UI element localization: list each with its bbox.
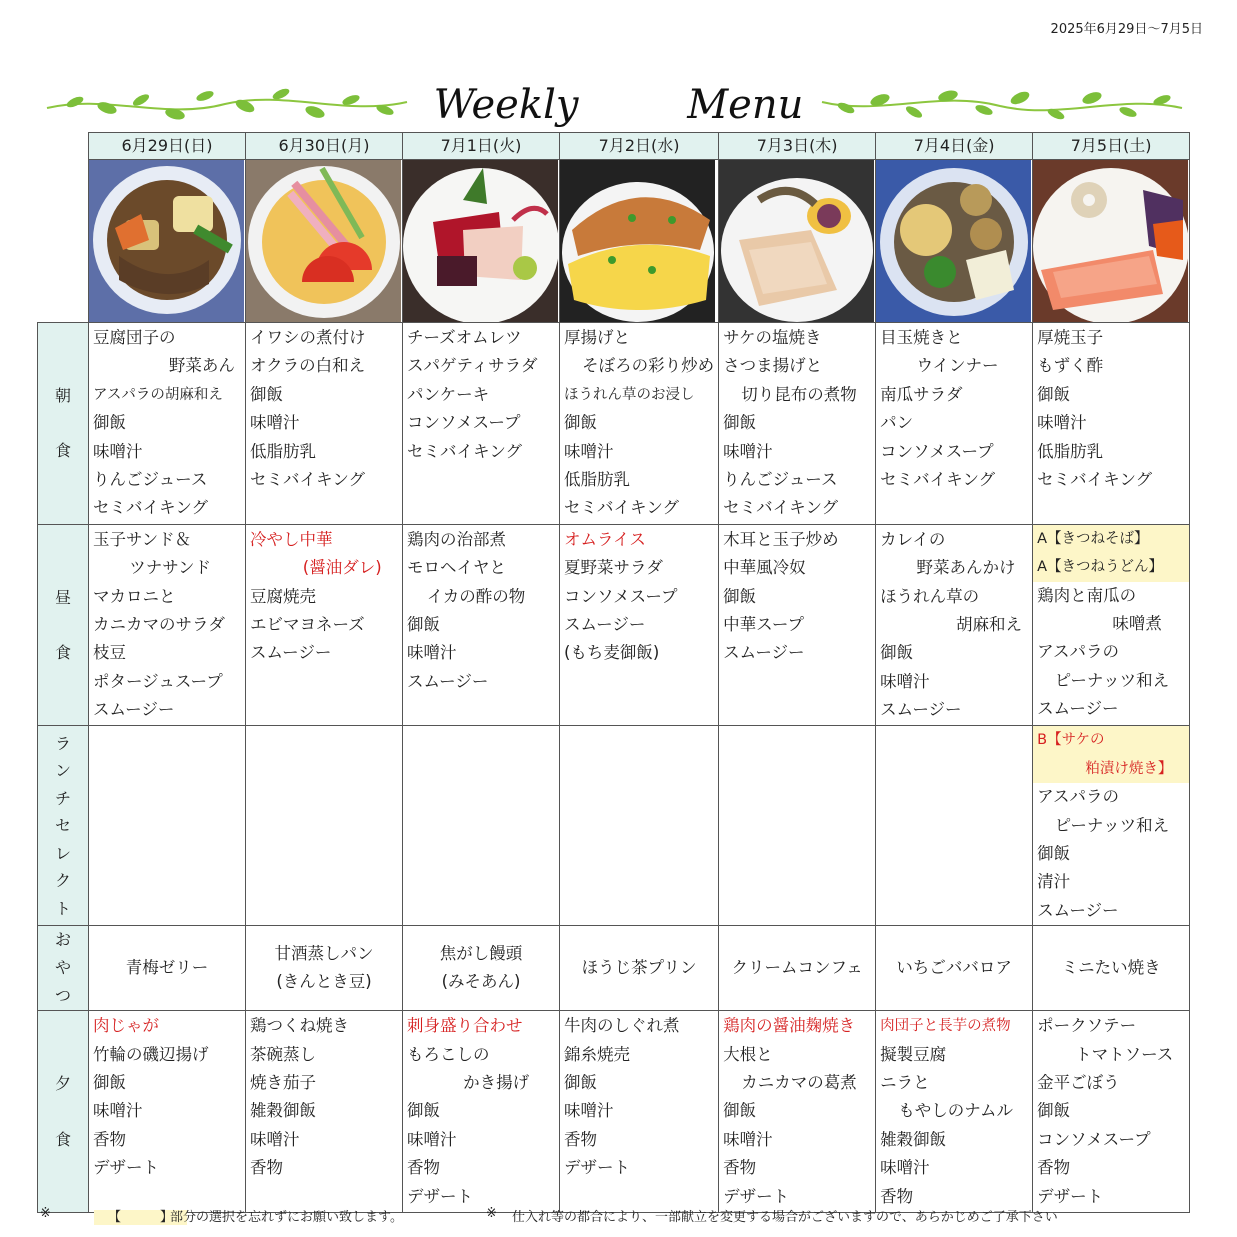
dinner-cell-sun: 肉じゃが 竹輪の磯辺揚げ 御飯 味噌汁 香物 デザート [89, 1011, 246, 1213]
lunch-select-cell-wed [560, 726, 719, 926]
breakfast-cell-sat: 厚焼玉子 もずく酢 御飯 味噌汁 低脂肪乳 セミバイキング [1033, 323, 1190, 525]
day-header: 7月5日(土) [1033, 133, 1190, 160]
select-option-a-soba: A【きつねそば】 [1033, 525, 1189, 553]
weekly-menu-table [37, 132, 1190, 1213]
dinner-cell-thu: 鶏肉の醤油麹焼き 大根と カニカマの葛煮 御飯 味噌汁 香物 デザート [719, 1011, 876, 1213]
breakfast-cell-mon: イワシの煮付け オクラの白和え 御飯 味噌汁 低脂肪乳 セミバイキング [246, 323, 403, 525]
meal-label-lunch: 昼 食 [38, 524, 89, 726]
lunch-row [38, 524, 1190, 726]
footer-bracket-legend: 【 】 [94, 1206, 187, 1225]
lunch-cell-mon: 冷やし中華 (醤油ダレ) 豆腐焼売 エビマヨネーズ スムージー [246, 524, 403, 726]
day-header: 7月3日(木) [719, 133, 876, 160]
lunch-select-cell-sat: B【サケの 粕漬け焼き】 アスパラの ピーナッツ和え 御飯 清汁 スムージー [1033, 726, 1190, 926]
meal-label-snack: お や つ [38, 926, 89, 1011]
breakfast-cell-thu: サケの塩焼き さつま揚げと 切り昆布の煮物 御飯 味噌汁 りんごジュース セミバイキング [719, 323, 876, 525]
select-option-b-salmon-cont: 粕漬け焼き】 [1033, 755, 1189, 783]
snack-cell-sun: 青梅ゼリー [89, 926, 246, 1011]
footer-note-select: 部分の選択を忘れずにお願い致します。 [170, 1210, 403, 1225]
breakfast-cell-fri: 目玉焼きと ウインナー 南瓜サラダ パン コンソメスープ セミバイキング [876, 323, 1033, 525]
food-photo-row [38, 160, 1190, 323]
day-header: 7月4日(金) [876, 133, 1033, 160]
dinner-cell-wed: 牛肉のしぐれ煮 錦糸焼売 御飯 味噌汁 香物 デザート [560, 1011, 719, 1213]
day-header-row [38, 133, 1190, 160]
snack-cell-mon: 甘酒蒸しパン (きんとき豆) [246, 926, 403, 1011]
food-photo-nikujaga [89, 160, 246, 323]
lunch-cell-thu: 木耳と玉子炒め 中華風冷奴 御飯 中華スープ スムージー [719, 524, 876, 726]
select-option-b-salmon: B【サケの [1033, 726, 1189, 754]
dinner-cell-fri: 肉団子と長芋の煮物 擬製豆腐 ニラと もやしのナムル 雑穀御飯 味噌汁 香物 [876, 1011, 1033, 1213]
food-photo-atsuage [560, 160, 719, 323]
food-photo-hiyashi-chuka [246, 160, 403, 323]
meal-label-lunch-select: ラ ン チ セ レ ク ト [38, 726, 89, 926]
snack-cell-tue: 焦がし饅頭 (みそあん) [403, 926, 560, 1011]
snack-cell-wed: ほうじ茶プリン [560, 926, 719, 1011]
lunch-cell-sun: 玉子サンド＆ ツナサンド マカロニと カニカマのサラダ 枝豆 ポタージュスープ スムージー [89, 524, 246, 726]
breakfast-cell-sun: 豆腐団子の 野菜あん アスパラの胡麻和え 御飯 味噌汁 りんごジュース セミバイキング [89, 323, 246, 525]
footer-note-change: 仕入れ等の都合により、一部献立を変更する場合がございますので、あらかじめご了承下さい [512, 1210, 1058, 1225]
food-photo-atsuyaki-tamago [1033, 160, 1190, 323]
select-option-a-udon: A【きつねうどん】 [1033, 553, 1189, 581]
meal-label-dinner: 夕 食 [38, 1011, 89, 1213]
title-word-weekly: Weekly [433, 82, 579, 128]
footer-mark-2: ※ [486, 1206, 497, 1221]
day-header: 7月1日(火) [403, 133, 560, 160]
dinner-cell-mon: 鶏つくね焼き 茶碗蒸し 焼き茄子 雑穀御飯 味噌汁 香物 [246, 1011, 403, 1213]
footer-mark-1: ※ [40, 1206, 51, 1221]
breakfast-row [38, 323, 1190, 525]
lunch-cell-sat: A【きつねそば】 A【きつねうどん】 鶏肉と南瓜の 味噌煮 アスパラの ピーナッツ和え スムージー [1033, 524, 1190, 726]
food-photo-salmon [719, 160, 876, 323]
lunch-select-cell-thu [719, 726, 876, 926]
lunch-cell-tue: 鶏肉の治部煮 モロヘイヤと イカの酢の物 御飯 味噌汁 スムージー [403, 524, 560, 726]
snack-cell-thu: クリームコンフェ [719, 926, 876, 1011]
lunch-select-row [38, 726, 1190, 926]
title-word-menu: Menu [687, 82, 804, 128]
lunch-select-cell-tue [403, 726, 560, 926]
dinner-row [38, 1011, 1190, 1213]
meal-label-breakfast: 朝 食 [38, 323, 89, 525]
page-title [0, 82, 1237, 128]
dinner-cell-sat: ポークソテー トマトソース 金平ごぼう 御飯 コンソメスープ 香物 デザート [1033, 1011, 1190, 1213]
lunch-select-cell-sun [89, 726, 246, 926]
date-range: 2025年6月29日〜7月5日 [1050, 22, 1203, 37]
day-header: 7月2日(水) [560, 133, 719, 160]
breakfast-cell-wed: 厚揚げと そぼろの彩り炒め ほうれん草のお浸し 御飯 味噌汁 低脂肪乳 セミバイキング [560, 323, 719, 525]
lunch-select-cell-fri [876, 726, 1033, 926]
breakfast-cell-tue: チーズオムレツ スパゲティサラダ パンケーキ コンソメスープ セミバイキング [403, 323, 560, 525]
lunch-select-cell-mon [246, 726, 403, 926]
lunch-cell-fri: カレイの 野菜あんかけ ほうれん草の 胡麻和え 御飯 味噌汁 スムージー [876, 524, 1033, 726]
food-photo-sashimi [403, 160, 560, 323]
dinner-cell-tue: 刺身盛り合わせ もろこしの かき揚げ 御飯 味噌汁 香物 デザート [403, 1011, 560, 1213]
day-header: 6月29日(日) [89, 133, 246, 160]
snack-row [38, 926, 1190, 1011]
snack-cell-sat: ミニたい焼き [1033, 926, 1190, 1011]
food-photo-medamayaki [876, 160, 1033, 323]
lunch-cell-wed: オムライス 夏野菜サラダ コンソメスープ スムージー (もち麦御飯) [560, 524, 719, 726]
day-header: 6月30日(月) [246, 133, 403, 160]
snack-cell-fri: いちごババロア [876, 926, 1033, 1011]
